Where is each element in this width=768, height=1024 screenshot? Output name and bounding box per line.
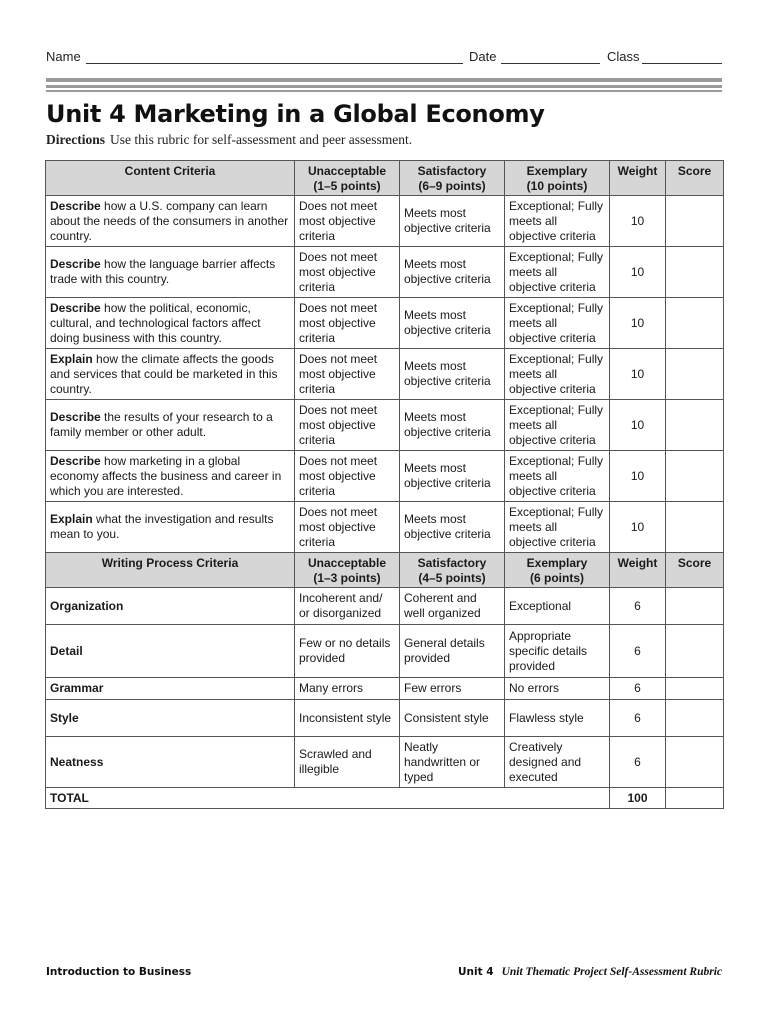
criteria-verb: Describe xyxy=(50,198,101,213)
writing-score-header: Score xyxy=(666,553,724,588)
weight-header: Weight xyxy=(610,161,666,196)
score-cell[interactable] xyxy=(666,349,724,400)
criteria-cell xyxy=(46,502,295,553)
exemplary-cell: Appropriate specific details provided xyxy=(505,625,610,678)
directions-text: Use this rubric for self-assessment and peer assessment. xyxy=(110,132,413,147)
unacceptable-cell: Does not meet most objective criteria xyxy=(295,247,400,298)
exemplary-cell: Exceptional; Fully meets all objective criteria xyxy=(505,247,610,298)
score-cell[interactable] xyxy=(666,502,724,553)
writing-criteria-row xyxy=(46,700,724,737)
weight-cell: 6 xyxy=(610,700,666,737)
satisfactory-cell: Meets most objective criteria xyxy=(400,502,505,553)
score-cell[interactable] xyxy=(666,678,724,700)
criteria-cell xyxy=(46,298,295,349)
class-field[interactable] xyxy=(642,63,722,64)
satisfactory-cell: Coherent and well organized xyxy=(400,588,505,625)
writing-criteria-cell: Neatness xyxy=(46,737,295,788)
total-row xyxy=(46,788,724,809)
criteria-cell xyxy=(46,196,295,247)
criteria-text: how the climate affects the goods and services that could be marketed in this country. xyxy=(50,351,278,396)
satisfactory-cell: Meets most objective criteria xyxy=(400,196,505,247)
unacceptable-cell: Does not meet most objective criteria xyxy=(295,298,400,349)
weight-cell: 10 xyxy=(610,400,666,451)
score-cell[interactable] xyxy=(666,247,724,298)
criteria-verb: Describe xyxy=(50,453,101,468)
date-label: Date xyxy=(469,49,497,64)
satisfactory-header: Satisfactory (6–9 points) xyxy=(400,161,505,196)
satisfactory-cell: Few errors xyxy=(400,678,505,700)
weight-cell: 6 xyxy=(610,678,666,700)
criteria-verb: Describe xyxy=(50,300,101,315)
rubric-table xyxy=(45,160,724,809)
content-criteria-row xyxy=(46,451,724,502)
content-criteria-row xyxy=(46,400,724,451)
total-score-cell[interactable] xyxy=(666,788,724,809)
writing-header-row xyxy=(46,553,724,588)
exemplary-cell: Exceptional; Fully meets all objective criteria xyxy=(505,400,610,451)
exemplary-cell: Exceptional xyxy=(505,588,610,625)
student-info-line xyxy=(46,49,722,67)
criteria-text: how a U.S. company can learn about the needs of the consumers in another country. xyxy=(50,198,289,243)
satisfactory-cell: Meets most objective criteria xyxy=(400,298,505,349)
exemplary-cell: No errors xyxy=(505,678,610,700)
exemplary-cell: Exceptional; Fully meets all objective criteria xyxy=(505,196,610,247)
writing-criteria-cell: Grammar xyxy=(46,678,295,700)
unacceptable-cell: Does not meet most objective criteria xyxy=(295,451,400,502)
satisfactory-cell: General details provided xyxy=(400,625,505,678)
unacceptable-header: Unacceptable (1–5 points) xyxy=(295,161,400,196)
satisfactory-cell: Meets most objective criteria xyxy=(400,451,505,502)
writing-criteria-header: Writing Process Criteria xyxy=(46,553,295,588)
unacceptable-cell: Few or no details provided xyxy=(295,625,400,678)
header-divider-bands xyxy=(46,78,722,92)
writing-criteria-cell: Style xyxy=(46,700,295,737)
weight-cell: 10 xyxy=(610,502,666,553)
score-cell[interactable] xyxy=(666,451,724,502)
unit-title: Marketing in a Global Economy xyxy=(133,100,545,128)
exemplary-cell: Creatively designed and executed xyxy=(505,737,610,788)
page-title xyxy=(46,100,545,128)
content-criteria-row xyxy=(46,247,724,298)
exemplary-cell: Exceptional; Fully meets all objective criteria xyxy=(505,451,610,502)
score-cell[interactable] xyxy=(666,400,724,451)
criteria-cell xyxy=(46,451,295,502)
weight-cell: 10 xyxy=(610,349,666,400)
exemplary-cell: Flawless style xyxy=(505,700,610,737)
weight-cell: 6 xyxy=(610,737,666,788)
content-criteria-row xyxy=(46,349,724,400)
footer-rubric-title: Unit Thematic Project Self-Assessment Rubric xyxy=(501,966,722,978)
criteria-verb: Describe xyxy=(50,410,101,424)
score-cell[interactable] xyxy=(666,737,724,788)
content-header-row xyxy=(46,161,724,196)
name-field[interactable] xyxy=(86,63,463,64)
weight-cell: 6 xyxy=(610,588,666,625)
criteria-cell xyxy=(46,349,295,400)
directions xyxy=(46,132,412,148)
writing-criteria-cell: Detail xyxy=(46,625,295,678)
criteria-verb: Explain xyxy=(50,512,93,526)
exemplary-cell: Exceptional; Fully meets all objective criteria xyxy=(505,502,610,553)
total-label: TOTAL xyxy=(46,788,610,809)
satisfactory-cell: Consistent style xyxy=(400,700,505,737)
writing-criteria-row xyxy=(46,737,724,788)
weight-cell: 6 xyxy=(610,625,666,678)
criteria-cell xyxy=(46,400,295,451)
content-criteria-row xyxy=(46,298,724,349)
weight-cell: 10 xyxy=(610,451,666,502)
unacceptable-cell: Does not meet most objective criteria xyxy=(295,349,400,400)
criteria-cell xyxy=(46,247,295,298)
exemplary-header: Exemplary (10 points) xyxy=(505,161,610,196)
score-cell[interactable] xyxy=(666,625,724,678)
writing-exemplary-header: Exemplary (6 points) xyxy=(505,553,610,588)
writing-criteria-row xyxy=(46,678,724,700)
writing-unacceptable-header: Unacceptable (1–3 points) xyxy=(295,553,400,588)
name-label: Name xyxy=(46,49,81,64)
footer-course-title: Introduction to Business xyxy=(46,966,192,978)
footer-unit: Unit 4 xyxy=(457,966,494,978)
score-cell[interactable] xyxy=(666,588,724,625)
score-cell[interactable] xyxy=(666,298,724,349)
class-label: Class xyxy=(607,49,640,64)
weight-cell: 10 xyxy=(610,247,666,298)
criteria-text: how the language barrier affects trade with this country. xyxy=(50,257,276,286)
satisfactory-cell: Neatly handwritten or typed xyxy=(400,737,505,788)
score-cell[interactable] xyxy=(666,700,724,737)
writing-criteria-cell: Organization xyxy=(46,588,295,625)
criteria-text: the results of your research to a family member or other adult. xyxy=(50,410,273,439)
writing-weight-header: Weight xyxy=(610,553,666,588)
criteria-text: what the investigation and results mean to you. xyxy=(50,512,274,541)
unacceptable-cell: Does not meet most objective criteria xyxy=(295,502,400,553)
criteria-text: how the political, economic, cultural, and technological factors affect doing business with this country. xyxy=(50,300,261,345)
directions-label: Directions xyxy=(46,132,105,147)
unacceptable-cell: Does not meet most objective criteria xyxy=(295,400,400,451)
footer-doc-title xyxy=(458,966,722,978)
writing-criteria-row xyxy=(46,625,724,678)
satisfactory-cell: Meets most objective criteria xyxy=(400,247,505,298)
exemplary-cell: Exceptional; Fully meets all objective criteria xyxy=(505,298,610,349)
writing-satisfactory-header: Satisfactory (4–5 points) xyxy=(400,553,505,588)
criteria-verb: Describe xyxy=(50,257,101,271)
content-criteria-header: Content Criteria xyxy=(46,161,295,196)
unacceptable-cell: Scrawled and illegible xyxy=(295,737,400,788)
date-field[interactable] xyxy=(501,63,600,64)
writing-criteria-row xyxy=(46,588,724,625)
content-criteria-row xyxy=(46,196,724,247)
unit-number: Unit 4 xyxy=(46,100,126,128)
content-criteria-row xyxy=(46,502,724,553)
criteria-verb: Explain xyxy=(50,351,93,366)
weight-cell: 10 xyxy=(610,196,666,247)
total-weight: 100 xyxy=(610,788,666,809)
weight-cell: 10 xyxy=(610,298,666,349)
score-cell[interactable] xyxy=(666,196,724,247)
score-header: Score xyxy=(666,161,724,196)
unacceptable-cell: Does not meet most objective criteria xyxy=(295,196,400,247)
unacceptable-cell: Many errors xyxy=(295,678,400,700)
criteria-text: how marketing in a global economy affects the business and career in which you are interested. xyxy=(50,453,282,498)
unacceptable-cell: Inconsistent style xyxy=(295,700,400,737)
exemplary-cell: Exceptional; Fully meets all objective criteria xyxy=(505,349,610,400)
unacceptable-cell: Incoherent and/ or disorganized xyxy=(295,588,400,625)
satisfactory-cell: Meets most objective criteria xyxy=(400,400,505,451)
satisfactory-cell: Meets most objective criteria xyxy=(400,349,505,400)
